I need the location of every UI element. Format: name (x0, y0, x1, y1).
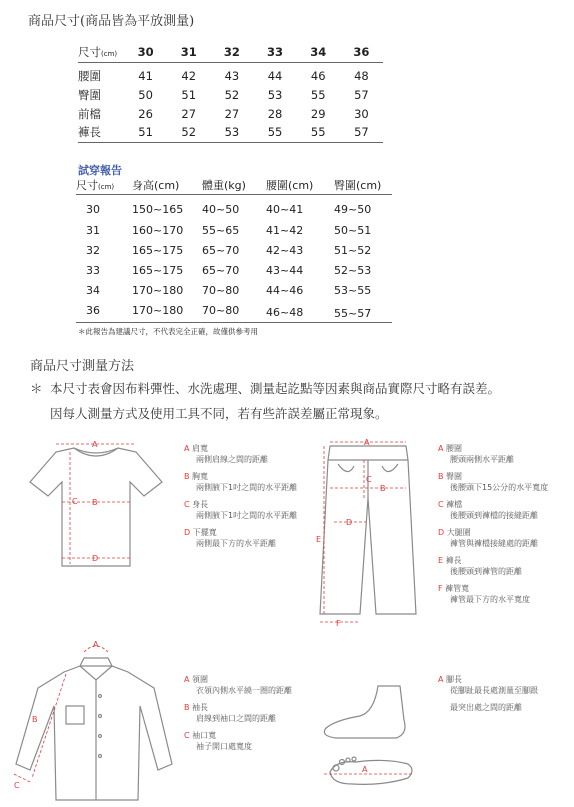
table-cell: 53~55 (334, 283, 372, 297)
size-col: 31 (167, 42, 210, 62)
try-size: 36 (76, 300, 132, 322)
size-col: 34 (297, 42, 340, 62)
table-cell: 70~80 (202, 300, 266, 322)
table-cell: 55 (310, 87, 326, 102)
table-cell: 42~43 (266, 243, 304, 257)
table-cell: 40~41 (266, 202, 304, 216)
table-row (76, 260, 392, 280)
table-cell: 50~51 (334, 223, 372, 237)
pants-label-b: B (380, 484, 386, 493)
table-cell: 55~57 (334, 300, 392, 322)
tshirt-legend: A 肩寬 兩側肩線之間的距離 B 胸寬 兩側腋下1吋之間的水平距離 C 身長 兩側腋下1吋之間的水平距離 D 下擺寬 兩側最下方的水平距離 (184, 444, 298, 548)
method-text-1: 本尺寸表會因布料彈性、水洗處理、測量起訖點等因素與商品實際尺寸略有誤差。 (50, 381, 501, 396)
shirt-legend: A 領圍 衣領內側水平繞一圈的距離 B 袖長 肩線到袖口之間的距離 C 袖口寬 袖子開口處寬度 (184, 675, 292, 751)
table-row (76, 300, 392, 322)
table-cell: 43 (224, 68, 240, 83)
table-cell: 44~46 (266, 283, 304, 297)
table-row (76, 194, 392, 220)
table-cell: 51 (124, 123, 167, 142)
tshirt-label-a: A (92, 440, 98, 449)
table-cell: 52~53 (334, 263, 372, 277)
table-cell: 52 (167, 123, 210, 142)
asterisk-icon: ＊ (30, 381, 43, 396)
table-cell: 48 (354, 68, 369, 83)
table-cell: 51 (181, 87, 197, 102)
pants-label-c: C (366, 475, 372, 484)
try-size: 32 (86, 243, 100, 257)
method-line-1 (30, 379, 500, 397)
table-cell: 51~52 (334, 243, 372, 257)
table-cell: 160~170 (132, 223, 184, 237)
table-cell: 65~70 (202, 243, 240, 257)
try-size: 33 (86, 263, 100, 277)
row-label: 褲長 (78, 123, 124, 142)
try-col-waist: 腰圍(cm) (266, 176, 334, 194)
try-col-height: 身高(cm) (132, 176, 202, 194)
table-cell: 41 (138, 68, 153, 83)
pants-label-f: F (336, 619, 341, 628)
table-cell: 165~175 (132, 243, 184, 257)
table-cell: 29 (310, 106, 326, 121)
size-header-label: 尺寸(cm) (78, 42, 124, 62)
table-cell: 150~165 (132, 202, 184, 216)
try-report-note: ＊此報告為建議尺寸，不代表完全正確，故僅供參考用 (78, 327, 258, 336)
table-cell: 55 (297, 123, 340, 142)
table-cell: 41~42 (266, 223, 304, 237)
table-row (78, 62, 383, 85)
method-line-2: 因每人測量方式及使用工具不同，若有些許誤差屬正常現象。 (50, 406, 388, 421)
foot-diagram-icon (316, 676, 422, 800)
table-cell: 30 (354, 106, 369, 121)
pants-diagram-icon (312, 438, 424, 628)
tshirt-label-c: C (72, 497, 78, 506)
pants-label-a: A (364, 438, 370, 447)
table-row (78, 123, 383, 142)
table-row (76, 280, 392, 300)
table-cell: 53 (267, 87, 283, 102)
table-cell: 42 (181, 68, 197, 83)
table-cell: 55 (253, 123, 296, 142)
table-cell: 52 (224, 87, 240, 102)
try-report-title: 試穿報告 (78, 164, 122, 177)
foot-legend: A 腳長 從腳趾最長處測量至腳跟 最突出處之間的距離 (438, 675, 538, 712)
foot-label-a: A (362, 765, 368, 774)
table-cell: 165~175 (132, 263, 184, 277)
shirt-label-b: B (32, 715, 38, 724)
table-cell: 170~180 (132, 283, 184, 297)
size-table-header (78, 42, 383, 62)
table-row (76, 220, 392, 240)
table-cell: 65~70 (202, 263, 240, 277)
try-report-table (76, 176, 392, 323)
table-cell: 27 (224, 106, 240, 121)
table-row (76, 240, 392, 260)
table-cell: 53 (210, 123, 253, 142)
table-cell: 170~180 (132, 300, 202, 322)
pants-legend: A 腰圍 腰頭兩側水平距離 B 臀圍 後腰頭下15公分的水平寬度 C 褲檔 後腰頭到褲檔的接縫距離 D 大腿圍 褲管與褲檔接縫處的距離 E 褲長 後腰頭到褲管的距離 F 褲管寬 褲管最下方的水平寬度 (438, 444, 549, 604)
table-cell: 28 (267, 106, 283, 121)
method-title: 商品尺寸測量方法 (30, 359, 135, 374)
try-size: 34 (86, 283, 100, 297)
table-row (78, 85, 383, 104)
tshirt-label-b: B (92, 498, 98, 507)
shirt-label-a: A (93, 640, 99, 649)
table-cell: 44 (267, 68, 283, 83)
try-table-header (76, 176, 392, 194)
table-cell: 55~65 (202, 223, 240, 237)
try-header-label: 尺寸(cm) (76, 176, 132, 194)
tshirt-label-d: D (92, 554, 99, 563)
table-cell: 46 (310, 68, 326, 83)
try-col-hip: 臀圍(cm) (334, 176, 392, 194)
try-size: 30 (86, 202, 100, 216)
table-cell: 26 (138, 106, 153, 121)
table-cell: 46~48 (266, 300, 334, 322)
table-cell: 43~44 (266, 263, 304, 277)
tshirt-diagram-icon (26, 438, 166, 578)
row-label: 腰圍 (78, 68, 101, 83)
table-cell: 57 (354, 87, 369, 102)
size-col: 36 (340, 42, 383, 62)
size-section-title: 商品尺寸(商品皆為平放測量) (28, 14, 195, 29)
shirt-diagram-icon (8, 636, 174, 804)
try-col-weight: 體重(kg) (202, 176, 266, 194)
size-col: 32 (210, 42, 253, 62)
table-cell: 70~80 (202, 283, 240, 297)
size-table (78, 42, 383, 143)
table-cell: 27 (181, 106, 197, 121)
table-cell: 50 (138, 87, 153, 102)
table-cell: 57 (340, 123, 383, 142)
shirt-label-c: C (14, 781, 20, 790)
pants-label-d: D (346, 518, 353, 527)
table-cell: 40~50 (202, 202, 240, 216)
pants-label-e: E (316, 535, 322, 544)
table-cell: 49~50 (334, 202, 372, 216)
row-label: 前檔 (78, 106, 101, 121)
size-col: 33 (253, 42, 296, 62)
try-size: 31 (86, 223, 100, 237)
table-row (78, 104, 383, 123)
row-label: 臀圍 (78, 87, 101, 102)
size-col: 30 (124, 42, 167, 62)
